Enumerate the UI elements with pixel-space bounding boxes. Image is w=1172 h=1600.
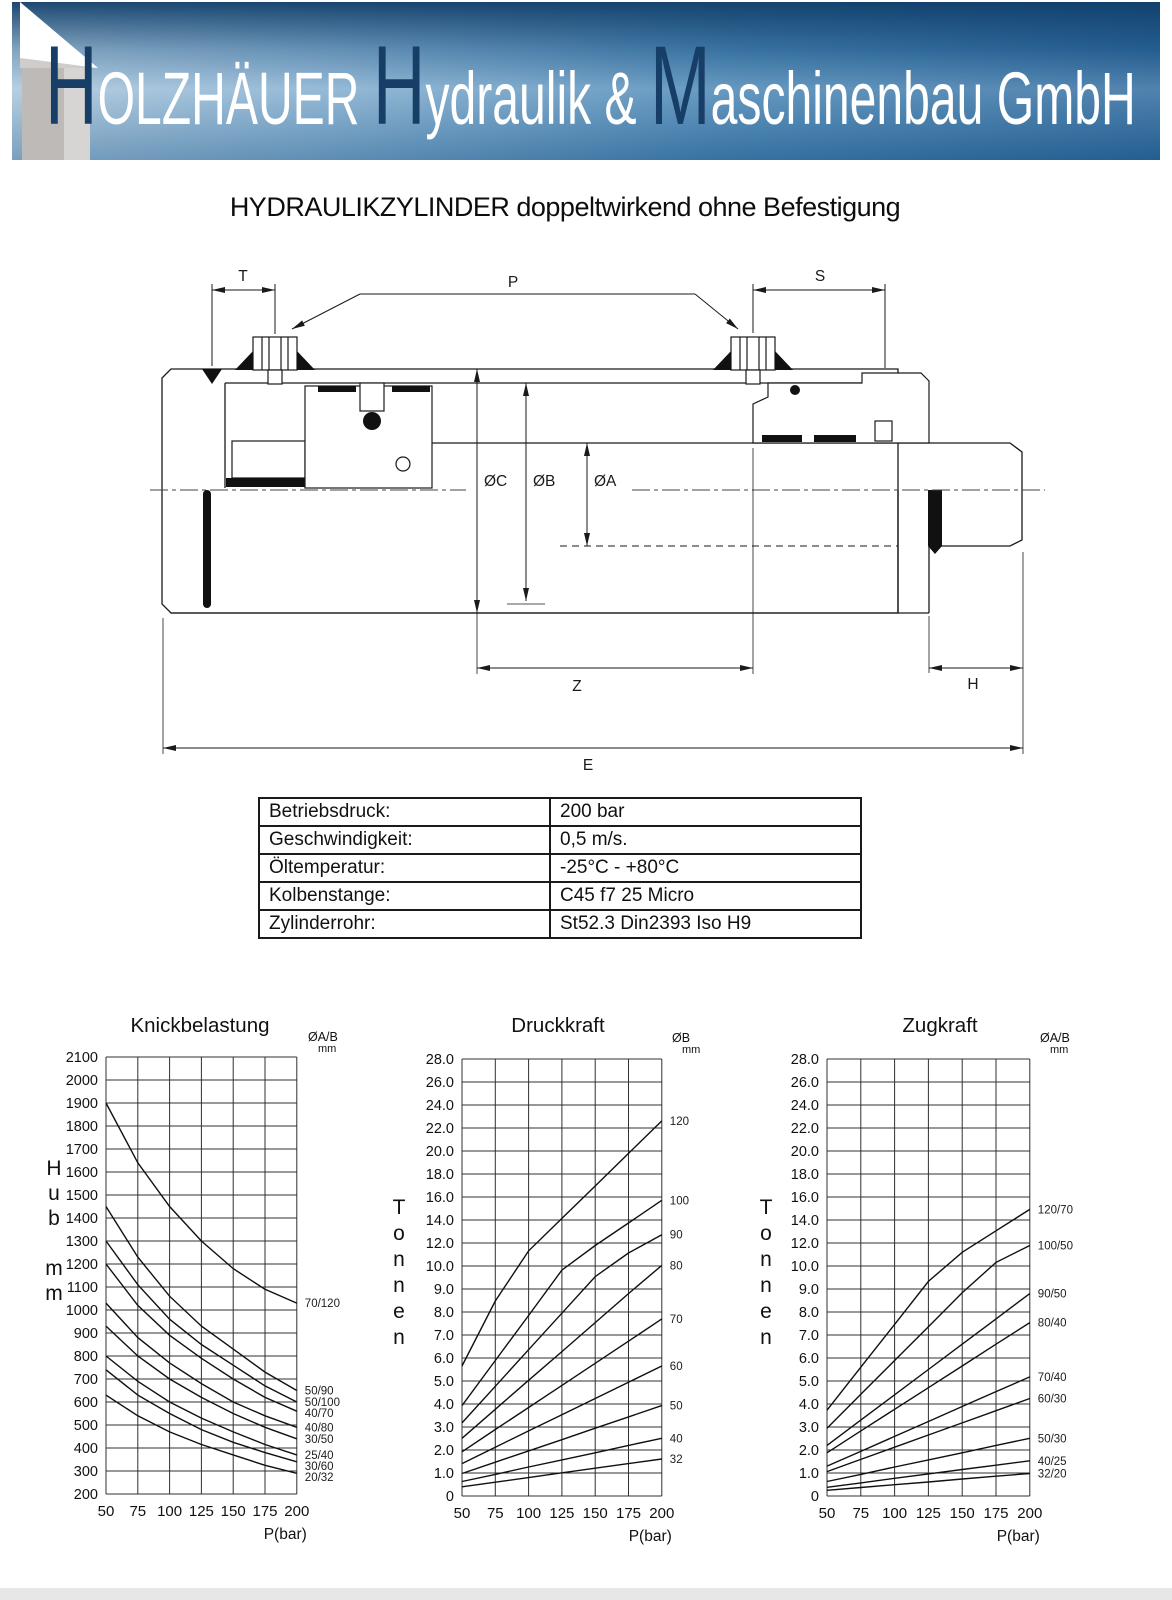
y-tick-label: 4.0: [433, 1397, 454, 1413]
y-axis-letter: o: [393, 1222, 405, 1245]
curve-label: 40/70: [304, 1408, 334, 1420]
x-tick-label: 200: [284, 1503, 310, 1520]
chart-title: Knickbelastung: [130, 1014, 270, 1037]
y-tick-label: 24.0: [790, 1098, 819, 1114]
y-tick-label: 20.0: [790, 1144, 819, 1160]
y-tick-label: 900: [73, 1326, 98, 1342]
dim-label-h: H: [967, 676, 979, 693]
y-tick-label: 6.0: [433, 1351, 454, 1367]
y-tick-label: 10.0: [790, 1259, 819, 1275]
y-tick-label: 26.0: [790, 1075, 819, 1091]
y-tick-label: 14.0: [425, 1213, 454, 1229]
y-axis-letter: e: [393, 1300, 405, 1323]
dim-label-oc: ØC: [484, 473, 508, 490]
x-axis-label: P(bar): [263, 1526, 307, 1543]
y-axis-letter: n: [760, 1326, 772, 1349]
y-tick-label: 12.0: [790, 1236, 819, 1252]
curve-label: 120: [669, 1115, 689, 1128]
x-tick-label: 100: [157, 1503, 183, 1520]
y-tick-label: 4.0: [798, 1397, 819, 1413]
curve-label: 100: [669, 1195, 689, 1208]
dim-label-oa: ØA: [594, 473, 617, 490]
x-tick-label: 200: [1017, 1505, 1043, 1522]
chart-title: Zugkraft: [902, 1014, 978, 1037]
y-tick-label: 12.0: [425, 1236, 454, 1252]
y-tick-label: 18.0: [425, 1167, 454, 1183]
company-name-part: aschinenbau GmbH: [710, 57, 1136, 140]
y-tick-label: 5.0: [433, 1374, 454, 1390]
spec-value: 0,5 m/s.: [550, 826, 861, 854]
x-tick-label: 200: [649, 1505, 675, 1522]
y-axis-letter: T: [392, 1196, 406, 1219]
x-axis-label: P(bar): [996, 1528, 1040, 1545]
x-tick-label: 125: [915, 1505, 941, 1522]
page-footer-strip: [0, 1588, 1172, 1600]
curve-label: 120/70: [1037, 1204, 1073, 1217]
y-tick-label: 20.0: [425, 1144, 454, 1160]
weld-band: [203, 490, 211, 608]
y-tick-label: 3.0: [433, 1420, 454, 1436]
curve-label: 80/40: [1037, 1317, 1067, 1330]
spec-value: C45 f7 25 Micro: [550, 882, 861, 910]
curve-label: 40: [669, 1433, 683, 1446]
y-tick-label: 22.0: [790, 1121, 819, 1137]
x-tick-label: 150: [220, 1503, 246, 1520]
y-tick-label: 500: [73, 1418, 98, 1434]
spec-label: Zylinderrohr:: [259, 910, 550, 938]
y-tick-label: 1400: [65, 1211, 98, 1227]
spec-label: Betriebsdruck:: [259, 798, 550, 826]
curve-label: 50/30: [1037, 1433, 1067, 1446]
x-tick-label: 100: [516, 1505, 542, 1522]
y-tick-label: 9.0: [433, 1282, 454, 1298]
y-axis-letter: u: [48, 1182, 60, 1205]
chart-grid: [462, 1059, 662, 1496]
y-axis-letter: e: [760, 1300, 772, 1323]
right-axis-label: ØB: [672, 1031, 691, 1045]
y-tick-label: 16.0: [790, 1190, 819, 1206]
curve-label: 25/40: [304, 1449, 334, 1462]
curve-label: 32/20: [1037, 1468, 1067, 1481]
curve-label: 60/30: [1037, 1393, 1067, 1406]
curve-label: 40/25: [1037, 1455, 1067, 1468]
y-tick-label: 1300: [65, 1234, 98, 1250]
chart-title: Druckkraft: [511, 1014, 605, 1037]
dim-label-p: P: [507, 274, 519, 291]
y-tick-label: 1700: [65, 1142, 98, 1158]
y-axis-letter: H: [46, 1157, 62, 1180]
rod-seal-band: [928, 490, 942, 554]
curve-label: 70/40: [1037, 1371, 1067, 1384]
table-row: [259, 910, 861, 938]
right-axis-sub: mm: [318, 1043, 337, 1055]
y-axis-letter: n: [393, 1274, 405, 1297]
y-axis-letter: m: [45, 1282, 63, 1305]
y-tick-label: 0: [810, 1489, 819, 1505]
right-axis-label: ØA/B: [308, 1030, 338, 1044]
curve-label: 60: [669, 1361, 683, 1374]
x-tick-label: 175: [252, 1503, 278, 1520]
y-tick-label: 8.0: [433, 1305, 454, 1321]
load-force-charts: [0, 1000, 1172, 1600]
y-tick-label: 2100: [65, 1050, 98, 1066]
table-row: [259, 882, 861, 910]
curve-label: 50/100: [304, 1397, 340, 1409]
right-axis-sub: mm: [682, 1044, 701, 1056]
chart-knickbelastung: [45, 1014, 340, 1543]
y-tick-label: 1900: [65, 1096, 98, 1112]
x-tick-label: 175: [615, 1505, 642, 1522]
y-tick-label: 1600: [65, 1165, 98, 1181]
x-tick-label: 50: [818, 1505, 836, 1522]
spec-label: Kolbenstange:: [259, 882, 550, 910]
x-tick-label: 150: [582, 1505, 608, 1522]
x-tick-label: 125: [188, 1503, 214, 1520]
company-initial: H: [45, 23, 98, 148]
y-tick-label: 18.0: [790, 1167, 819, 1183]
cylinder-cross-section-drawing: [0, 250, 1172, 810]
x-tick-label: 100: [882, 1505, 908, 1522]
curve-label: 100/50: [1037, 1240, 1073, 1253]
company-name-part: ydraulik &: [425, 57, 650, 140]
curve-label: 90: [669, 1229, 683, 1242]
company-initial: M: [649, 23, 711, 148]
curve-label: 50: [669, 1400, 683, 1413]
curve-label: 30/60: [304, 1460, 334, 1473]
spec-label: Geschwindigkeit:: [259, 826, 550, 854]
y-tick-label: 2.0: [433, 1443, 454, 1459]
dim-label-z: Z: [572, 678, 582, 695]
curve-label: 40/80: [304, 1422, 334, 1435]
curve-label: 70: [669, 1313, 683, 1326]
x-tick-label: 75: [486, 1505, 504, 1522]
company-initial: H: [372, 23, 426, 148]
y-tick-label: 10.0: [425, 1259, 454, 1275]
y-tick-label: 1.0: [433, 1466, 454, 1482]
dim-label-s: S: [814, 268, 826, 285]
x-tick-label: 125: [549, 1505, 575, 1522]
table-row: [259, 826, 861, 854]
right-axis-sub: mm: [1050, 1044, 1069, 1056]
curve-label: 20/32: [304, 1471, 334, 1484]
table-row: [259, 854, 861, 882]
x-tick-label: 75: [852, 1505, 870, 1522]
y-tick-label: 600: [73, 1395, 98, 1411]
y-tick-label: 200: [73, 1487, 98, 1503]
y-tick-label: 24.0: [425, 1098, 454, 1114]
y-axis-letter: n: [393, 1326, 405, 1349]
y-tick-label: 22.0: [425, 1121, 454, 1137]
dim-label-ob: ØB: [533, 473, 556, 490]
y-tick-label: 1100: [66, 1280, 98, 1296]
curve-label: 80: [669, 1260, 683, 1273]
right-axis-label: ØA/B: [1040, 1031, 1070, 1045]
x-axis-label: P(bar): [628, 1528, 672, 1545]
y-tick-label: 300: [73, 1464, 98, 1480]
y-tick-label: 400: [73, 1441, 98, 1457]
y-axis-letter: m: [45, 1257, 63, 1280]
x-tick-label: 50: [453, 1505, 471, 1522]
y-tick-label: 16.0: [425, 1190, 454, 1206]
dim-label-t: T: [238, 268, 248, 285]
y-tick-label: 7.0: [798, 1328, 819, 1344]
y-tick-label: 1200: [65, 1257, 98, 1273]
spec-label: Öltemperatur:: [259, 854, 550, 882]
curve-label: 70/120: [304, 1298, 340, 1311]
curve-label: 90/50: [1037, 1288, 1067, 1301]
spec-table: [258, 797, 862, 939]
spec-value: 200 bar: [550, 798, 861, 826]
y-tick-label: 5.0: [798, 1374, 819, 1390]
curve-label: 32: [669, 1453, 683, 1466]
x-tick-label: 50: [97, 1503, 115, 1520]
y-tick-label: 28.0: [425, 1052, 454, 1068]
y-tick-label: 2000: [65, 1073, 98, 1089]
y-tick-label: 8.0: [798, 1305, 819, 1321]
gland-head: [753, 373, 929, 443]
y-tick-label: 1000: [65, 1303, 98, 1319]
curve-label: 50/90: [304, 1385, 334, 1398]
y-tick-label: 7.0: [433, 1328, 454, 1344]
y-tick-label: 3.0: [798, 1420, 819, 1436]
chart-zugkraft: [760, 1014, 1073, 1545]
y-tick-label: 1800: [65, 1119, 98, 1135]
company-name: [45, 23, 1136, 176]
company-name-part: OLZHÄUER: [97, 57, 373, 140]
curve-label: 30/50: [304, 1433, 334, 1446]
x-tick-label: 175: [983, 1505, 1009, 1522]
y-axis-letter: b: [48, 1207, 60, 1230]
y-axis-letter: T: [759, 1196, 773, 1219]
table-row: [259, 798, 861, 826]
chart-grid: [827, 1059, 1030, 1496]
y-axis-letter: n: [760, 1274, 772, 1297]
y-tick-label: 26.0: [425, 1075, 454, 1091]
spec-value: -25°C - +80°C: [550, 854, 861, 882]
x-tick-label: 150: [949, 1505, 975, 1522]
y-tick-label: 800: [73, 1349, 98, 1365]
y-tick-label: 9.0: [798, 1282, 819, 1298]
piston-seal-oring-icon: [363, 412, 381, 430]
x-tick-label: 75: [129, 1503, 147, 1520]
company-banner: [12, 2, 1160, 160]
spec-value: St52.3 Din2393 Iso H9: [550, 910, 861, 938]
y-axis-letter: o: [760, 1222, 772, 1245]
page-title: HYDRAULIKZYLINDER doppeltwirkend ohne Befestigung: [229, 192, 901, 222]
y-tick-label: 1.0: [798, 1466, 819, 1482]
y-tick-label: 2.0: [798, 1443, 819, 1459]
y-tick-label: 700: [73, 1372, 98, 1388]
y-tick-label: 28.0: [790, 1052, 819, 1068]
chart-druckkraft: [393, 1014, 701, 1545]
dim-label-e: E: [582, 757, 594, 774]
y-tick-label: 1500: [65, 1188, 98, 1204]
y-tick-label: 6.0: [798, 1351, 819, 1367]
y-axis-letter: n: [760, 1248, 772, 1271]
y-axis-letter: n: [393, 1248, 405, 1271]
y-tick-label: 14.0: [790, 1213, 819, 1229]
y-tick-label: 0: [445, 1489, 454, 1505]
